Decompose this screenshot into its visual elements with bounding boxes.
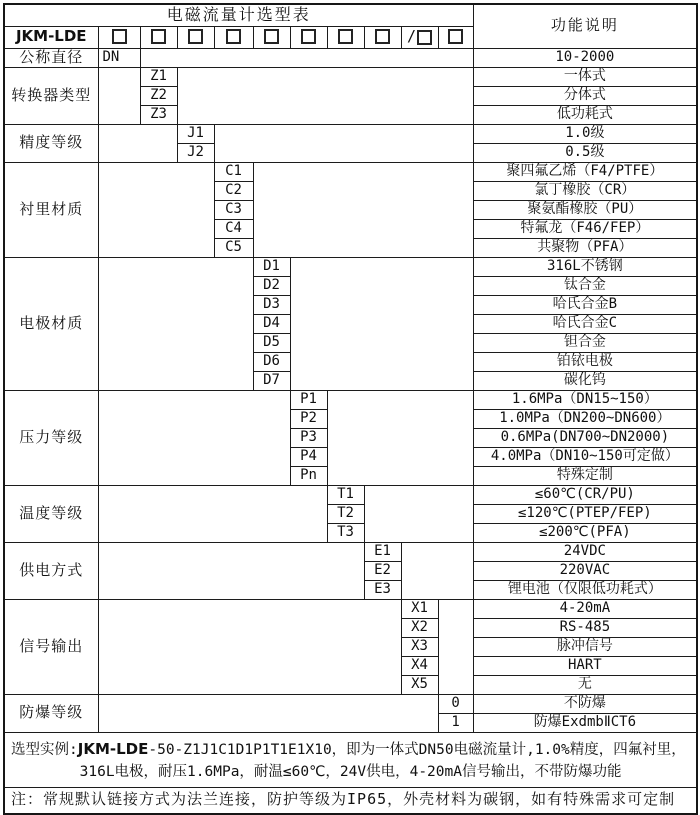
desc-cell: 不防爆 [473,694,697,713]
code-cell: T1 [327,485,364,504]
desc-cell: 24VDC [473,542,697,561]
code-cell: T3 [327,523,364,542]
category-lining-material: 衬里材质 [4,162,98,257]
spacer-cell [177,67,473,124]
category-temperature-rating: 温度等级 [4,485,98,542]
checkbox-cell-explosion[interactable] [438,26,473,48]
code-cell: X5 [401,675,438,694]
desc-cell: 0.5级 [473,143,697,162]
code-cell: C4 [214,219,253,238]
code-cell: X4 [401,656,438,675]
desc-cell: 脉冲信号 [473,637,697,656]
model-prefix: JKM-LDE [4,26,98,48]
checkbox-icon [301,29,316,44]
desc-cell: 锂电池（仅限低功耗式） [473,580,697,599]
code-cell: C5 [214,238,253,257]
spacer-cell [98,599,401,694]
spacer-cell [98,162,214,257]
desc-cell: 10-2000 [473,48,697,67]
code-cell: Z3 [140,105,177,124]
code-cell: E3 [364,580,401,599]
example-line2: 316L电极，耐压1.6MPa，耐温≤60℃，24V供电，4-20mA信号输出，不带防爆功能 [79,763,622,780]
category-pressure-rating: 压力等级 [4,390,98,485]
code-cell: D3 [253,295,290,314]
desc-cell: 碳化钨 [473,371,697,390]
code-cell: 0 [438,694,473,713]
spacer-cell [98,257,253,390]
desc-cell: 316L不锈钢 [473,257,697,276]
example-rest: -50-Z1J1C1D1P1T1E1X10，即为一体式DN50电磁流量计,1.0%精度，四氟衬里， [148,741,686,758]
example-model: JKM-LDE [77,739,149,758]
code-cell: DN [98,48,140,67]
code-cell: J2 [177,143,214,162]
table-title: 电磁流量计选型表 [4,4,473,26]
desc-cell: HART [473,656,697,675]
desc-cell: 氯丁橡胶（CR） [473,181,697,200]
desc-cell: 220VAC [473,561,697,580]
spacer-cell [401,542,473,599]
example-prefix: 选型实例: [11,741,78,758]
desc-cell: 4-20mA [473,599,697,618]
code-cell: T2 [327,504,364,523]
checkbox-cell-accuracy[interactable] [177,26,214,48]
code-cell: P2 [290,409,327,428]
checkbox-cell-power[interactable] [364,26,401,48]
spacer-cell [327,390,473,485]
code-cell: D7 [253,371,290,390]
code-cell: P4 [290,447,327,466]
checkbox-cell-converter[interactable] [140,26,177,48]
code-cell: C3 [214,200,253,219]
code-cell: X2 [401,618,438,637]
category-nominal-diameter: 公称直径 [4,48,98,67]
code-cell: C2 [214,181,253,200]
desc-cell: 钽合金 [473,333,697,352]
spacer-cell [98,124,177,162]
desc-cell: 哈氏合金B [473,295,697,314]
code-cell: X1 [401,599,438,618]
code-cell: D4 [253,314,290,333]
code-cell: Z2 [140,86,177,105]
spacer-cell [140,48,473,67]
desc-cell: 一体式 [473,67,697,86]
checkbox-cell-pressure[interactable] [290,26,327,48]
desc-cell: RS-485 [473,618,697,637]
desc-cell: 无 [473,675,697,694]
code-cell: Pn [290,466,327,485]
checkbox-icon [338,29,353,44]
code-cell: J1 [177,124,214,143]
desc-cell: 特氟龙（F46/FEP） [473,219,697,238]
code-cell: X3 [401,637,438,656]
checkbox-icon [112,29,127,44]
code-cell: E2 [364,561,401,580]
code-cell: P1 [290,390,327,409]
spacer-cell [98,542,364,599]
checkbox-icon [448,29,463,44]
desc-cell: ≤60℃(CR/PU) [473,485,697,504]
note-row: 注：常规默认链接方式为法兰连接，防护等级为IP65，外壳材料为碳钢，如有特殊需求可定制 [4,787,697,814]
spacer-cell [98,694,438,732]
category-electrode-material: 电极材质 [4,257,98,390]
checkbox-icon [264,29,279,44]
category-power-supply: 供电方式 [4,542,98,599]
spacer-cell [364,485,473,542]
spacer-cell [98,390,290,485]
code-cell: Z1 [140,67,177,86]
category-signal-output: 信号输出 [4,599,98,694]
checkbox-cell-electrode[interactable] [253,26,290,48]
desc-cell: 1.0MPa（DN200~DN600） [473,409,697,428]
spacer-cell [438,599,473,694]
code-cell: 1 [438,713,473,732]
desc-cell: 4.0MPa（DN10~150可定做） [473,447,697,466]
desc-cell: 聚四氟乙烯（F4/PTFE） [473,162,697,181]
desc-cell: 0.6MPa(DN700~DN2000) [473,428,697,447]
spacer-cell [98,485,327,542]
desc-cell: 哈氏合金C [473,314,697,333]
code-cell: C1 [214,162,253,181]
desc-cell: 共聚物（PFA） [473,238,697,257]
checkbox-cell-temperature[interactable] [327,26,364,48]
spacer-cell [290,257,473,390]
desc-cell: ≤120℃(PTEP/FEP) [473,504,697,523]
code-cell: D5 [253,333,290,352]
desc-cell: 1.6MPa（DN15~150） [473,390,697,409]
category-accuracy-class: 精度等级 [4,124,98,162]
checkbox-cell-dn[interactable] [98,26,140,48]
function-column-header: 功能说明 [473,4,697,48]
desc-cell: 铂铱电极 [473,352,697,371]
flowmeter-selection-table [3,3,698,815]
checkbox-icon [151,29,166,44]
selection-example [4,732,697,787]
category-converter-type: 转换器类型 [4,67,98,124]
desc-cell: 聚氨酯橡胶（PU） [473,200,697,219]
slash-separator: / [406,27,417,46]
desc-cell: 分体式 [473,86,697,105]
desc-cell: 特殊定制 [473,466,697,485]
checkbox-icon [226,29,241,44]
code-cell: D1 [253,257,290,276]
checkbox-icon [417,30,432,45]
checkbox-cell-lining[interactable] [214,26,253,48]
desc-cell: 钛合金 [473,276,697,295]
desc-cell: 低功耗式 [473,105,697,124]
spacer-cell [253,162,473,257]
spacer-cell [214,124,473,162]
checkbox-icon [375,29,390,44]
code-cell: D6 [253,352,290,371]
code-cell: P3 [290,428,327,447]
code-cell: E1 [364,542,401,561]
code-cell: D2 [253,276,290,295]
example-line1 [5,737,696,762]
desc-cell: 防爆ExdmbⅡCT6 [473,713,697,732]
checkbox-cell-output[interactable] [401,26,438,48]
spacer-cell [98,67,140,124]
category-explosion-proof: 防爆等级 [4,694,98,732]
checkbox-icon [188,29,203,44]
desc-cell: 1.0级 [473,124,697,143]
desc-cell: ≤200℃(PFA) [473,523,697,542]
